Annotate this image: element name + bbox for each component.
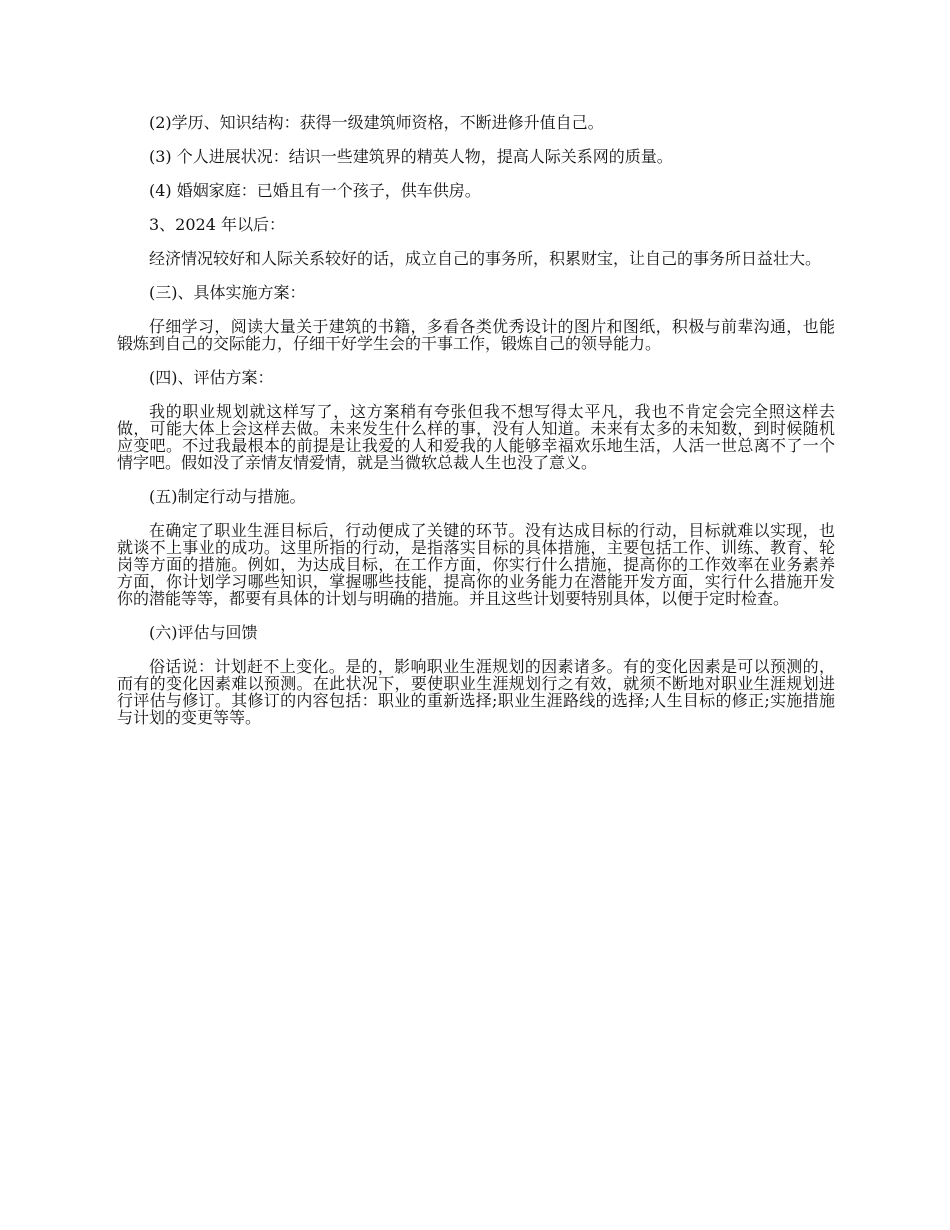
section-heading-implementation: (三)、具体实施方案： [149, 283, 306, 302]
paragraph-evaluation: 我的职业规划就这样写了，这方案稍有夸张但我不想写得太平凡，我也不肯定会完全照这样去做，可能大体上会这样去做。未来发生什么样的事，没有人知道。未来有太多的未知数，到时候随机应变吧。不过我最根本的前提是让我爱的人和爱我的人能够幸福欢乐地生活，人活一世总离不了一个情字吧。假如没了亲情友情爱情，就是当微软总裁人生也没了意义。 [117, 402, 835, 472]
section-heading-evaluation: (四)、评估方案： [149, 368, 274, 387]
paragraph-personal-progress: (3) 个人进展状况：结识一些建筑界的精英人物，提高人际关系网的质量。 [149, 147, 673, 166]
paragraph-marriage-family: (4) 婚姻家庭：已婚且有一个孩子，供车供房。 [149, 181, 481, 200]
paragraph-education: (2)学历、知识结构：获得一级建筑师资格，不断进修升值自己。 [149, 113, 604, 132]
paragraph-feedback: 俗话说：计划赶不上变化。是的，影响职业生涯规划的因素诸多。有的变化因素是可以预测的，而有的变化因素难以预测。在此状况下，要使职业生涯规划行之有效，就须不断地对职业生涯规划进行评估与修订。其修订的内容包括：职业的重新选择;职业生涯路线的选择;人生目标的修正;实施措施与计划的变更等等。 [117, 657, 835, 727]
paragraph-actions: 在确定了职业生涯目标后，行动便成了关键的环节。没有达成目标的行动，目标就难以实现，也就谈不上事业的成功。这里所指的行动，是指落实目标的具体措施，主要包括工作、训练、教育、轮岗等方面的措施。例如，为达成目标，在工作方面，你实行什么措施，提高你的工作效率在业务素养方面，你计划学习哪些知识，掌握哪些技能，提高你的业务能力在潜能开发方面，实行什么措施开发你的潜能等等，都要有具体的计划与明确的措施。并且这些计划要特别具体，以便于定时检查。 [117, 521, 835, 608]
paragraph-after-2024: 经济情况较好和人际关系较好的话，成立自己的事务所，积累财宝，让自己的事务所日益壮大。 [149, 249, 822, 268]
paragraph-implementation: 仔细学习，阅读大量关于建筑的书籍，多看各类优秀设计的图片和图纸，积极与前辈沟通，也能锻炼到自己的交际能力，仔细干好学生会的干事工作，锻炼自己的领导能力。 [117, 317, 835, 353]
section-heading-actions: (五)制定行动与措施。 [149, 487, 306, 506]
section-heading-feedback: (六)评估与回馈 [149, 623, 258, 642]
section-heading-after-2024: 3、2024 年以后： [149, 215, 285, 234]
document-body [117, 114, 835, 743]
